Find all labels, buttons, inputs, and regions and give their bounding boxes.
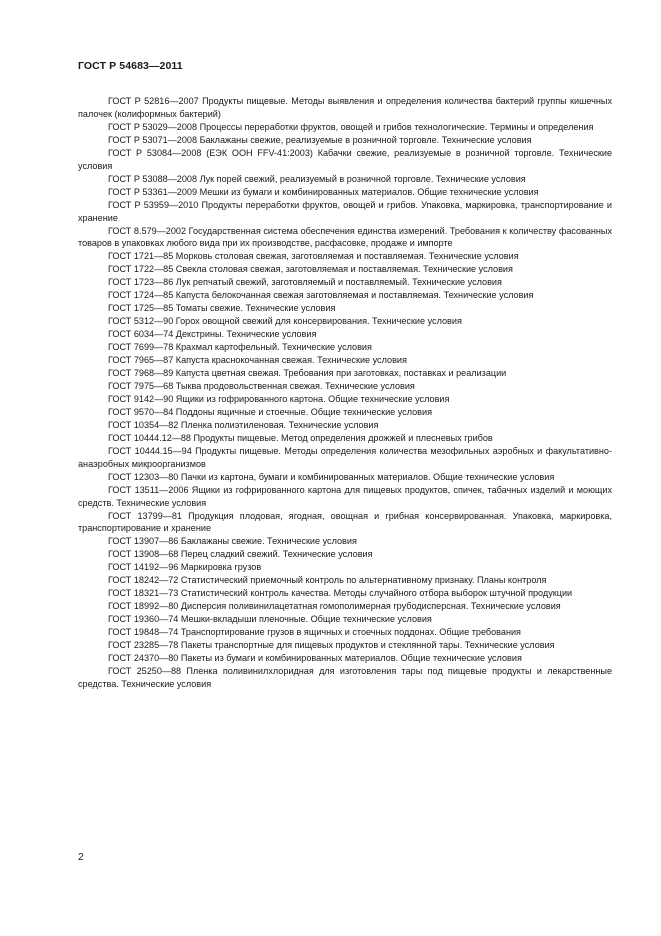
reference-item: ГОСТ 19848—74 Транспортирование грузов в ящичных и стоечных поддонах. Общие требования [108,627,521,638]
reference-item: ГОСТ 18242—72 Статистический приемочный контроль по альтернативному признаку. Планы контроля [108,575,547,586]
references-list [78,95,612,691]
reference-item: ГОСТ 7965—87 Капуста краснокочанная свежая. Технические условия [108,355,407,366]
reference-item: ГОСТ 25250—88 Пленка поливинилхлоридная для изготовления тары под пищевые продукты и лекарственные средства. Технические условия [78,665,612,689]
reference-item: ГОСТ 12303—80 Пачки из картона, бумаги и комбинированных материалов. Общие технические условия [108,471,555,482]
reference-item: ГОСТ 1725—85 Томаты свежие. Технические условия [108,303,336,314]
reference-item: ГОСТ 13908—68 Перец сладкий свежий. Технические условия [108,549,373,560]
page-number: 2 [78,851,84,863]
reference-item: ГОСТ Р 52816—2007 Продукты пищевые. Методы выявления и определения количества бактерий группы кишечных палочек (колиформных бактерий) [78,96,612,119]
reference-item: ГОСТ Р 53959—2010 Продукты переработки фруктов, овощей и грибов. Упаковка, маркировка, транспортирование и хранение [78,199,612,223]
reference-item: ГОСТ Р 53084—2008 (ЕЭК ООН FFV-41:2003) Кабачки свежие, реализуемые в розничной торговле. Технические условия [78,147,612,171]
reference-item: ГОСТ 13799—81 Продукция плодовая, ягодная, овощная и грибная консервированная. Упаковка, маркировка, транспортирование и хранение [78,510,612,534]
reference-item: ГОСТ Р 53361—2009 Мешки из бумаги и комбинированных материалов. Общие технические условия [108,186,539,197]
reference-item: ГОСТ 9570—84 Поддоны ящичные и стоечные. Общие технические условия [108,406,433,417]
reference-item: ГОСТ 1721—85 Морковь столовая свежая, заготовляемая и поставляемая. Технические условия [108,251,519,262]
reference-item: ГОСТ 18992—80 Дисперсия поливинилацетатная гомополимерная грубодисперсная. Технические условия [108,601,561,612]
reference-item: ГОСТ 13511—2006 Ящики из гофрированного картона для пищевых продуктов, спичек, табачных изделий и моющих средств. Технические условия [78,484,612,508]
reference-item: ГОСТ 1724—85 Капуста белокочанная свежая заготовляемая и поставляемая. Технические условия [108,290,534,301]
reference-item: ГОСТ 23285—78 Пакеты транспортные для пищевых продуктов и стеклянной тары. Технические условия [108,640,555,651]
reference-item: ГОСТ 10444.15—94 Продукты пищевые. Методы определения количества мезофильных аэробных и факультативно-анаэробных микроорганизмов [78,445,612,469]
reference-item: ГОСТ 9142—90 Ящики из гофрированного картона. Общие технические условия [108,393,450,404]
reference-item: ГОСТ 1722—85 Свекла столовая свежая, заготовляемая и поставляемая. Технические условия [108,264,513,275]
reference-item: ГОСТ Р 53029—2008 Процессы переработки фруктов, овощей и грибов технологические. Термины и определения [108,121,594,132]
reference-item: ГОСТ Р 53088—2008 Лук порей свежий, реализуемый в розничной торговле. Технические условия [108,173,526,184]
reference-item: ГОСТ 7975—68 Тыква продовольственная свежая. Технические условия [108,380,415,391]
document-header: ГОСТ Р 54683—2011 [78,60,183,72]
reference-item: ГОСТ 7699—78 Крахмал картофельный. Технические условия [108,342,372,353]
reference-item: ГОСТ 10354—82 Пленка полиэтиленовая. Технические условия [108,419,379,430]
reference-item: ГОСТ 5312—90 Горох овощной свежий для консервирования. Технические условия [108,316,462,327]
reference-item: ГОСТ Р 53071—2008 Баклажаны свежие, реализуемые в розничной торговле. Технические условия [108,134,532,145]
reference-item: ГОСТ 10444.12—88 Продукты пищевые. Метод определения дрожжей и плесневых грибов [108,432,493,443]
reference-item: ГОСТ 6034—74 Декстрины. Технические условия [108,329,317,340]
reference-item: ГОСТ 1723—86 Лук репчатый свежий, заготовляемый и поставляемый. Технические условия [108,277,502,288]
reference-item: ГОСТ 8.579—2002 Государственная система обеспечения единства измерений. Требования к количеству фасованных товаров в упаковках любого вида при их производстве, расфасовке, продаже и импорте [78,225,612,249]
reference-item: ГОСТ 18321—73 Статистический контроль качества. Методы случайного отбора выборок штучной продукции [108,588,573,599]
reference-item: ГОСТ 13907—86 Баклажаны свежие. Технические условия [108,536,357,547]
reference-item: ГОСТ 7968—89 Капуста цветная свежая. Требования при заготовках, поставках и реализации [108,368,507,379]
reference-item: ГОСТ 19360—74 Мешки-вкладыши пленочные. Общие технические условия [108,614,432,625]
reference-item: ГОСТ 24370—80 Пакеты из бумаги и комбинированных материалов. Общие технические условия [108,652,522,663]
reference-item: ГОСТ 14192—96 Маркировка грузов [108,562,262,573]
